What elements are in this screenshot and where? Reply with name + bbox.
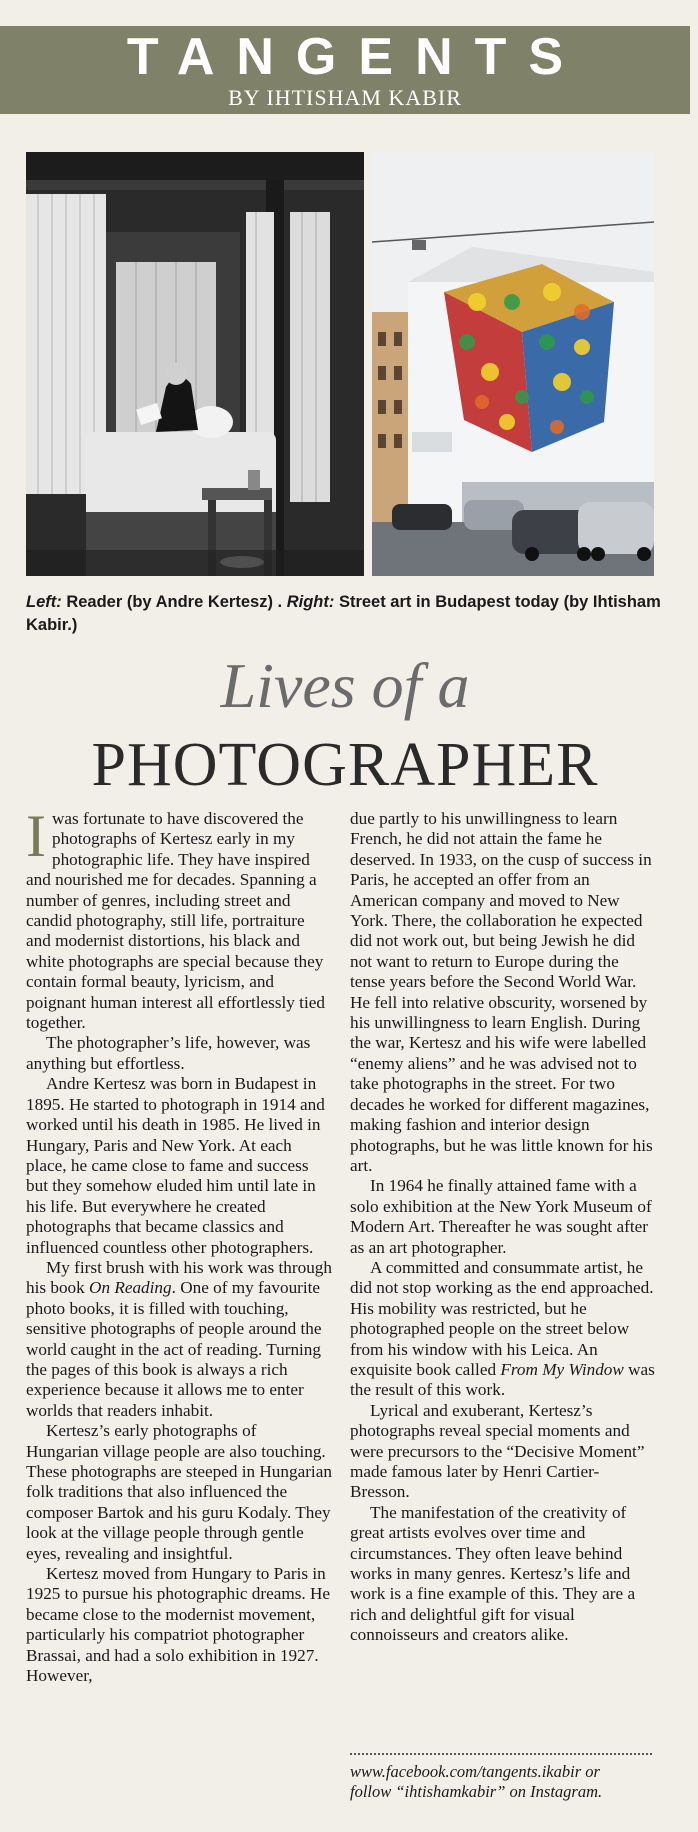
column-title: TANGENTS <box>126 28 586 86</box>
article-paragraph: Kertesz moved from Hungary to Paris in 1925 to pursue his photographic dreams. He became close to the modernist movement, particularly his compatriot photographer Brassai, and had a solo exhibition in 1927. However, <box>26 1564 331 1686</box>
caption-left-text: Reader (by Andre Kertesz) . <box>61 593 287 611</box>
footer-facebook-link[interactable]: www.facebook.com/tangents.ikabir or <box>350 1762 600 1781</box>
article-paragraph: Lyrical and exuberant, Kertesz’s photographs reveal special moments and were precursors to the “Decisive Moment” made famous later by Henri Cartier-Bresson. <box>350 1400 645 1502</box>
paragraph-text: A committed and consummate artist, he did not stop working as the end approached. His mobility was restricted, but he photographed people on the street below from his window with his Leica. An exquisite book called <box>350 1257 654 1379</box>
article-column-left <box>26 803 332 1686</box>
article-paragraph: The manifestation of the creativity of great artists evolves over time and circumstances. They often leave behind works in many genres. Kertesz’s life and work is a fine example of this. They are a rich and delightful gift for visual connoisseurs and creators alike. <box>350 1502 636 1645</box>
footer-credit <box>350 1762 660 1802</box>
dotted-divider <box>350 1753 652 1755</box>
article-paragraph: Andre Kertesz was born in Budapest in 1895. He started to photograph in 1914 and worked until his death in 1985. He lived in Hungary, Paris and New York. At each place, he came close to fame and success but they somehow eluded him until late in his life. But everywhere he created photographs that became classics and influenced countless other photographers. <box>26 1074 325 1257</box>
column-byline: BY IHTISHAM KABIR <box>228 85 462 110</box>
column-banner <box>0 26 690 114</box>
street-art-photo <box>372 152 654 576</box>
article-column-right <box>350 809 656 1646</box>
article-paragraph: In 1964 he finally attained fame with a solo exhibition at the New York Museum of Modern Art. Thereafter he was sought after as an art photographer. <box>350 1176 652 1257</box>
book-title: From My Window <box>500 1359 624 1379</box>
paragraph-text: was the result of this work. <box>350 1359 655 1400</box>
paragraph-text: . One of my favourite photo books, it is filled with touching, sensitive photographs of people around the world caught in the act of reading. Turning the pages of this book is always a rich experience because it allows me to enter worlds that readers inhabit. <box>26 1278 322 1420</box>
drop-cap: I <box>26 803 46 869</box>
article-paragraph: The photographer’s life, however, was anything but effortless. <box>26 1033 311 1073</box>
article-paragraph: Kertesz’s early photographs of Hungarian village people are also touching. These photographs are steeped in Hungarian folk traditions that also influenced the composer Bartok and his guru Kodaly. They look at the village people through gentle eyes, revealing and insightful. <box>26 1421 332 1563</box>
article-paragraph <box>350 1258 656 1401</box>
reader-photo <box>26 152 364 576</box>
photo-caption <box>26 591 666 637</box>
book-title: On Reading <box>89 1278 172 1298</box>
paragraph-text: was fortunate to have discovered the photographs of Kertesz early in my photographic life. They have inspired and nourished me for decades. Spanning a number of genres, including street and candid photography, still life, portraiture and modernist distortions, his black and white photographs are special because they contain formal beauty, lyricism, and poignant human interest all effortlessly tied together. <box>26 809 325 1033</box>
article-paragraph: due partly to his unwillingness to learn French, he did not attain the fame he deserved. In 1933, on the cusp of success in Paris, he accepted an offer from an American company and moved to New York. There, the collaboration he expected did not work out, but being Jewish he did not want to return to Europe during the tense years before the Second World War. He fell into relative obscurity, worsened by his unwillingness to learn English. During the war, Kertesz and his wife were labelled “enemy aliens” and he was advised not to take photographs in the street. For two decades he worked for different magazines, making fashion and interior design photographs, but he was little known for his art. <box>350 809 653 1175</box>
footer-instagram-text: follow “ihtishamkabir” on Instagram. <box>350 1782 603 1801</box>
article-paragraph <box>26 803 332 1033</box>
article-paragraph <box>26 1258 332 1421</box>
headline-line-1: Lives of a <box>220 650 470 721</box>
paragraph-text: My first brush with his work was through his book <box>26 1257 332 1298</box>
caption-left-label: Left: <box>26 593 62 611</box>
headline-line-2: PHOTOGRAPHER <box>91 731 599 799</box>
caption-right-label: Right: <box>286 593 335 611</box>
caption-right-text: Street art in Budapest today (by Ihtisham Kabir.) <box>26 593 661 634</box>
